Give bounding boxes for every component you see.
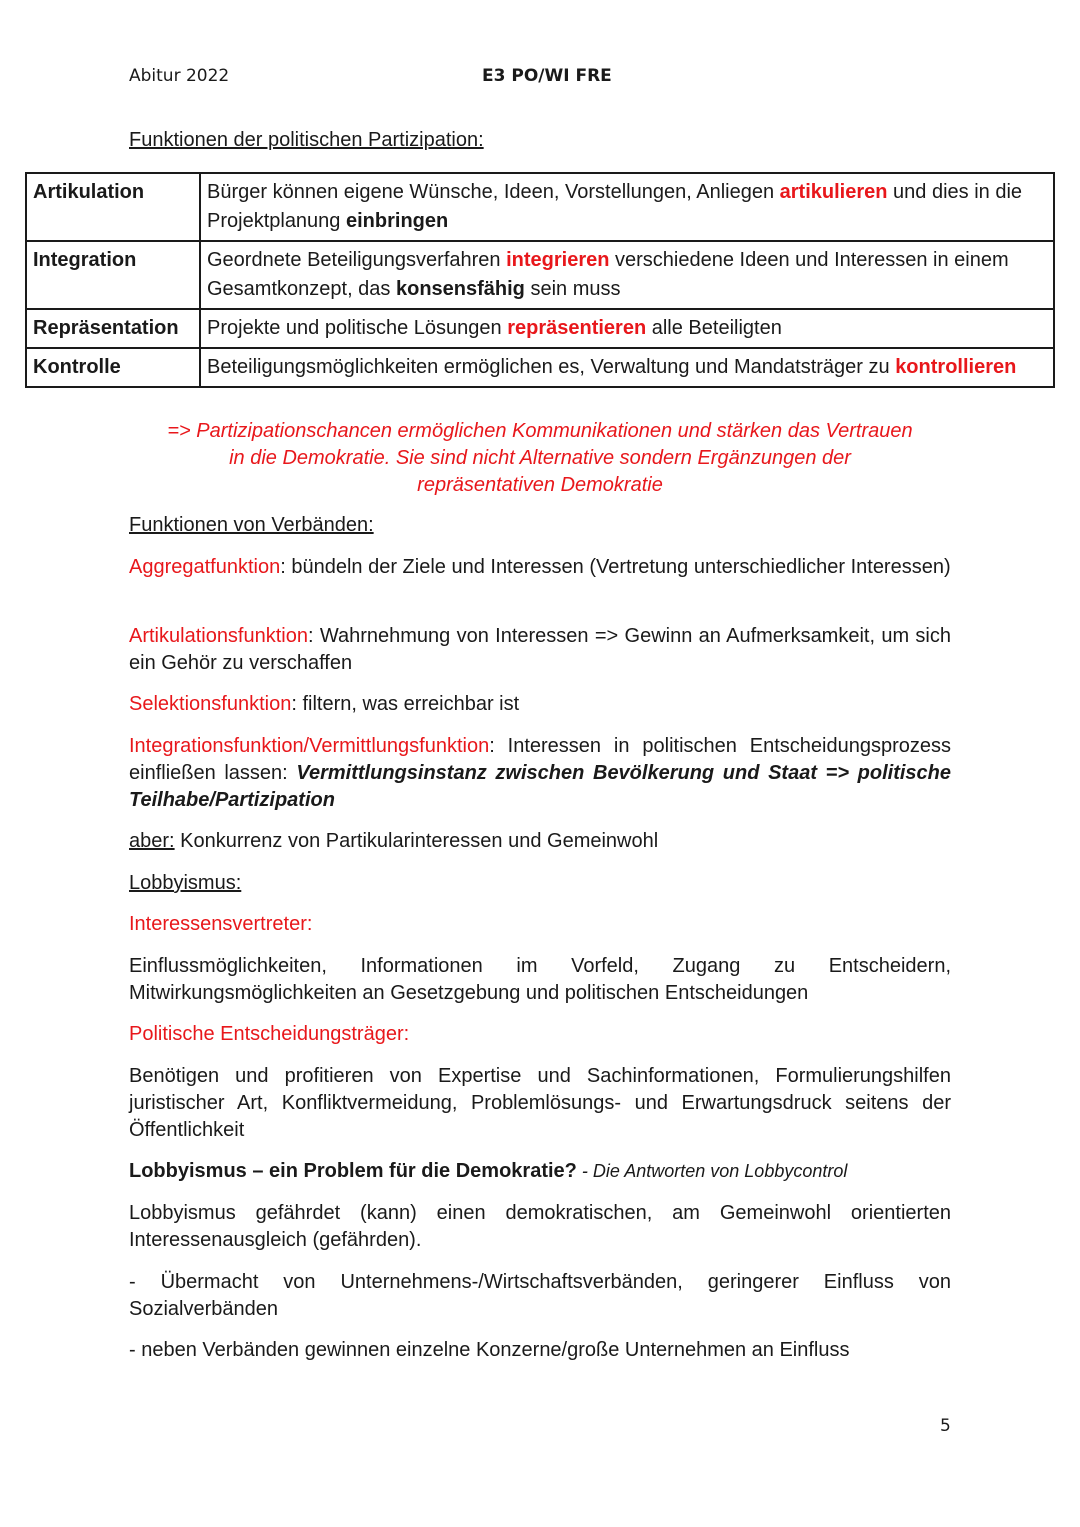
partizipation-row	[26, 173, 1054, 241]
lobby-p1: Lobbyismus gefährdet (kann) einen demokratischen, am Gemeinwohl orientierten Interessenausgleich (gefährden).	[129, 1202, 951, 1251]
page-number: 5	[940, 1416, 951, 1436]
lobby-question: Lobbyismus – ein Problem für die Demokratie? - Die Antworten von Lobbycontrol	[129, 1160, 848, 1182]
aggregat-label: Aggregatfunktion	[129, 556, 281, 578]
integration-paragraph: Integrationsfunktion/Vermittlungsfunktion: Interessen in politischen Entscheidungsprozess einfließen lassen: Vermittlungsinstanz zwischen Bevölkerung und Staat => politische Teilhabe/Partizipation	[129, 735, 951, 811]
partizipation-heading: Funktionen der politischen Partizipation:	[129, 129, 484, 151]
traeger-label: Politische Entscheidungsträger:	[129, 1023, 410, 1045]
aber-paragraph: aber: Konkurrenz von Partikularinteressen und Gemeinwohl	[129, 830, 659, 852]
selektion-paragraph: Selektionsfunktion: filtern, was erreichbar ist	[129, 693, 520, 715]
vertreter-label: Interessensvertreter:	[129, 913, 313, 935]
partizipation-row	[26, 241, 1054, 309]
integration-label: Integrationsfunktion/Vermittlungsfunktion	[129, 735, 490, 757]
row-term: Repräsentation	[26, 309, 200, 348]
aggregat-paragraph: Aggregatfunktion: bündeln der Ziele und Interessen (Vertretung unterschiedlicher Interessen)	[129, 556, 951, 578]
partizipation-table	[25, 172, 1055, 388]
partizipation-row	[26, 309, 1054, 348]
lobby-p3: - neben Verbänden gewinnen einzelne Konzerne/große Unternehmen an Einfluss	[129, 1339, 850, 1361]
row-description: Beteiligungsmöglichkeiten ermöglichen es, Verwaltung und Mandatsträger zu kontrollieren	[200, 348, 1054, 387]
selektion-label: Selektionsfunktion	[129, 693, 292, 715]
lobby-p2: - Übermacht von Unternehmens-/Wirtschaftsverbänden, geringerer Einfluss von Sozialverbänden	[129, 1271, 951, 1320]
row-term: Kontrolle	[26, 348, 200, 387]
row-description: Geordnete Beteiligungsverfahren integrieren verschiedene Ideen und Interessen in einem Gesamtkonzept, das konsensfähig sein muss	[200, 241, 1054, 309]
artikulation-paragraph: Artikulationsfunktion: Wahrnehmung von Interessen => Gewinn an Aufmerksamkeit, um sich ein Gehör zu verschaffen	[129, 625, 951, 674]
row-term: Artikulation	[26, 173, 200, 241]
traeger-text: Benötigen und profitieren von Expertise und Sachinformationen, Formulierungshilfen juristischer Art, Konfliktvermeidung, Problemlösungs- und Erwartungsdruck seitens der Öffentlichkeit	[129, 1065, 951, 1141]
row-description: Projekte und politische Lösungen repräsentieren alle Beteiligten	[200, 309, 1054, 348]
header-left: Abitur 2022	[129, 66, 230, 86]
partizipation-conclusion: => Partizipationschancen ermöglichen Kommunikationen und stärken das Vertrauen in die Demokratie. Sie sind nicht Alternative sondern Ergänzungen der repräsentativen Demokratie	[167, 420, 913, 496]
vertreter-text: Einflussmöglichkeiten, Informationen im Vorfeld, Zugang zu Entscheidern, Mitwirkungsmöglichkeiten an Gesetzgebung und politischen Entscheidungen	[129, 955, 951, 1004]
partizipation-row	[26, 348, 1054, 387]
aber-label: aber:	[129, 830, 175, 852]
header-center: E3 PO/WI FRE	[482, 66, 612, 86]
artikulation-label: Artikulationsfunktion	[129, 625, 308, 647]
lobby-heading: Lobbyismus:	[129, 872, 242, 894]
verbaende-heading: Funktionen von Verbänden:	[129, 514, 374, 536]
row-term: Integration	[26, 241, 200, 309]
row-description: Bürger können eigene Wünsche, Ideen, Vorstellungen, Anliegen artikulieren und dies in die Projektplanung einbringen	[200, 173, 1054, 241]
